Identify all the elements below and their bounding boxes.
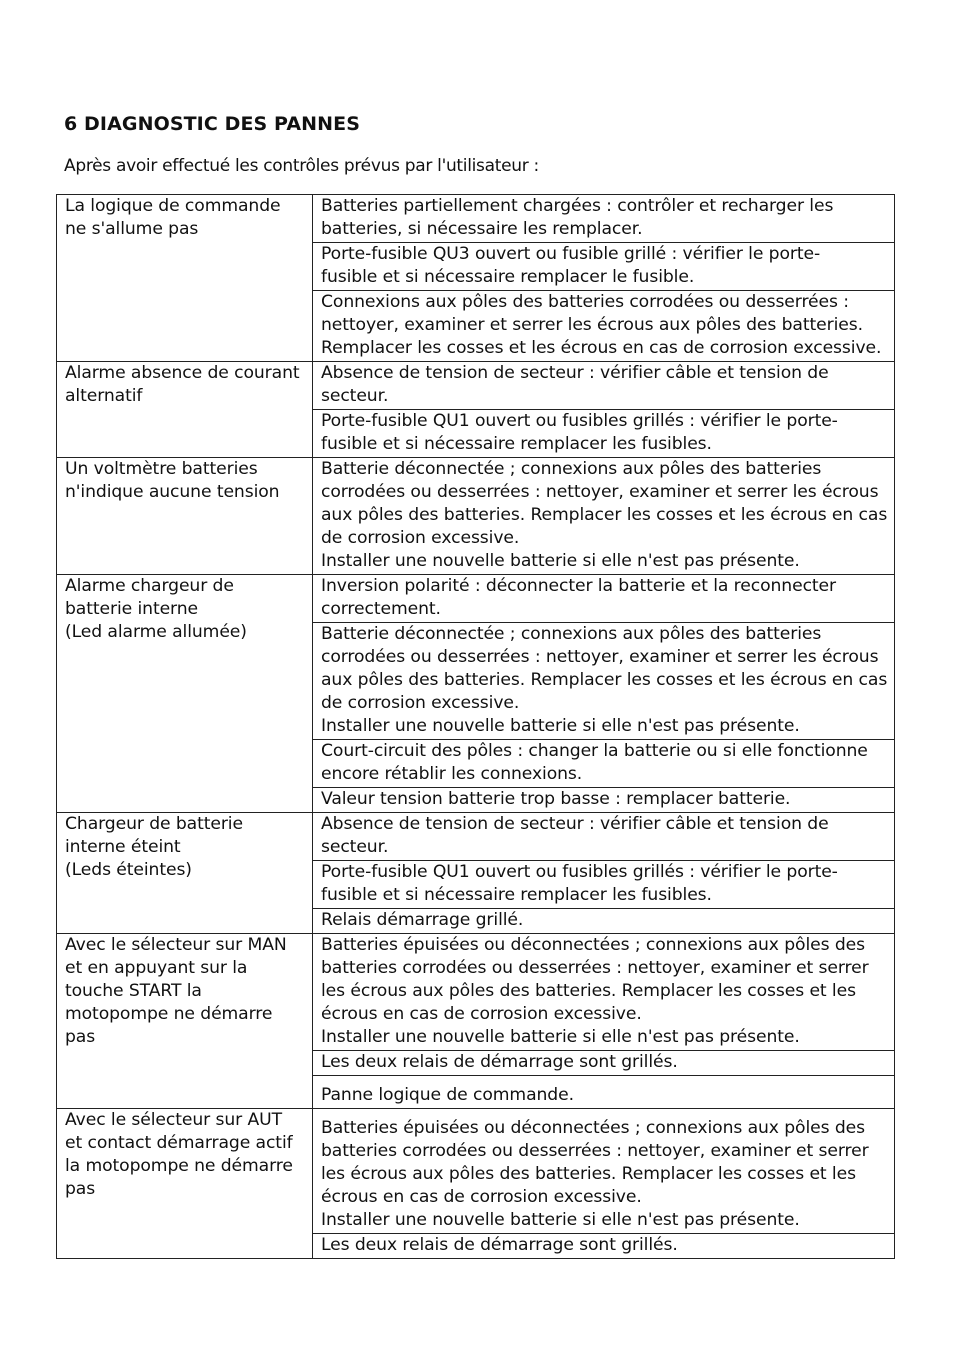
remedy-line: Court-circuit des pôles : changer la batterie ou si elle fonctionne	[321, 741, 868, 761]
symptom-cell	[57, 362, 313, 458]
symptom-line: et contact démarrage actif	[65, 1133, 293, 1153]
symptom-line: touche START la	[65, 981, 202, 1001]
table-row	[57, 934, 895, 1051]
remedy-line: batteries, si nécessaire les remplacer.	[321, 219, 643, 239]
symptom-cell	[57, 575, 313, 813]
remedy-line: Installer une nouvelle batterie si elle n'est pas présente.	[321, 1027, 800, 1047]
diagnostic-table	[56, 194, 895, 1259]
remedy-line: Connexions aux pôles des batteries corrodées ou desserrées :	[321, 292, 849, 312]
remedy-line: batteries corrodées ou desserrées : nettoyer, examiner et serrer	[321, 1141, 869, 1161]
table-row	[57, 458, 895, 575]
remedy-line: Batteries épuisées ou déconnectées ; connexions aux pôles des	[321, 1118, 865, 1138]
remedy-cell	[313, 788, 895, 813]
remedy-line: Porte-fusible QU1 ouvert ou fusibles grillés : vérifier le porte-	[321, 862, 838, 882]
table-row	[57, 195, 895, 243]
remedy-line: Les deux relais de démarrage sont grillés.	[321, 1235, 678, 1255]
symptom-line: Alarme chargeur de	[65, 576, 234, 596]
symptom-cell	[57, 934, 313, 1109]
remedy-cell	[313, 1051, 895, 1076]
remedy-cell	[313, 623, 895, 740]
remedy-line: corrodées ou desserrées : nettoyer, examiner et serrer les écrous	[321, 647, 879, 667]
remedy-cell	[313, 410, 895, 458]
symptom-cell	[57, 1109, 313, 1259]
remedy-line: Absence de tension de secteur : vérifier câble et tension de	[321, 363, 829, 383]
remedy-line: Batterie déconnectée ; connexions aux pôles des batteries	[321, 624, 822, 644]
remedy-line: Porte-fusible QU3 ouvert ou fusible grillé : vérifier le porte-	[321, 244, 821, 264]
remedy-line: Relais démarrage grillé.	[321, 910, 524, 930]
table-row	[57, 813, 895, 861]
remedy-line: aux pôles des batteries. Remplacer les cosses et les écrous en cas	[321, 505, 888, 525]
table-row	[57, 1109, 895, 1234]
remedy-line: Porte-fusible QU1 ouvert ou fusibles grillés : vérifier le porte-	[321, 411, 838, 431]
symptom-line: alternatif	[65, 386, 143, 406]
remedy-line: Batteries épuisées ou déconnectées ; connexions aux pôles des	[321, 935, 865, 955]
symptom-line: et en appuyant sur la	[65, 958, 248, 978]
remedy-line: fusible et si nécessaire remplacer le fusible.	[321, 267, 695, 287]
remedy-cell	[313, 195, 895, 243]
remedy-line: Les deux relais de démarrage sont grillés.	[321, 1052, 678, 1072]
remedy-line: encore rétablir les connexions.	[321, 764, 583, 784]
remedy-cell	[313, 1076, 895, 1109]
table-row	[57, 575, 895, 623]
symptom-line: pas	[65, 1179, 96, 1199]
remedy-cell	[313, 909, 895, 934]
remedy-line: Batterie déconnectée ; connexions aux pôles des batteries	[321, 459, 822, 479]
remedy-line: Remplacer les cosses et les écrous en cas de corrosion excessive.	[321, 338, 882, 358]
symptom-line: Chargeur de batterie	[65, 814, 243, 834]
remedy-line: nettoyer, examiner et serrer les écrous aux pôles des batteries.	[321, 315, 863, 335]
symptom-cell	[57, 195, 313, 362]
remedy-line: Installer une nouvelle batterie si elle n'est pas présente.	[321, 716, 800, 736]
symptom-line: ne s'allume pas	[65, 219, 199, 239]
symptom-line: Un voltmètre batteries	[65, 459, 258, 479]
remedy-line: Valeur tension batterie trop basse : remplacer batterie.	[321, 789, 791, 809]
symptom-line: Avec le sélecteur sur AUT	[65, 1110, 283, 1130]
remedy-cell	[313, 861, 895, 909]
remedy-line: de corrosion excessive.	[321, 528, 520, 548]
remedy-line: fusible et si nécessaire remplacer les fusibles.	[321, 434, 712, 454]
symptom-line: (Leds éteintes)	[65, 860, 192, 880]
remedy-line: fusible et si nécessaire remplacer les fusibles.	[321, 885, 712, 905]
remedy-line: secteur.	[321, 837, 389, 857]
remedy-cell	[313, 243, 895, 291]
remedy-line: de corrosion excessive.	[321, 693, 520, 713]
symptom-line: n'indique aucune tension	[65, 482, 280, 502]
symptom-line: motopompe ne démarre	[65, 1004, 273, 1024]
remedy-line: Installer une nouvelle batterie si elle n'est pas présente.	[321, 551, 800, 571]
remedy-line: Panne logique de commande.	[321, 1085, 574, 1105]
intro-text: Après avoir effectué les contrôles prévus par l'utilisateur :	[64, 156, 539, 176]
table-row	[57, 362, 895, 410]
remedy-line: corrodées ou desserrées : nettoyer, examiner et serrer les écrous	[321, 482, 879, 502]
remedy-line: Absence de tension de secteur : vérifier câble et tension de	[321, 814, 829, 834]
remedy-cell	[313, 458, 895, 575]
remedy-line: aux pôles des batteries. Remplacer les cosses et les écrous en cas	[321, 670, 888, 690]
symptom-line: interne éteint	[65, 837, 181, 857]
remedy-cell	[313, 934, 895, 1051]
remedy-line: les écrous aux pôles des batteries. Remplacer les cosses et les	[321, 1164, 856, 1184]
remedy-cell	[313, 1234, 895, 1259]
remedy-line: écrous en cas de corrosion excessive.	[321, 1004, 642, 1024]
symptom-line: Alarme absence de courant	[65, 363, 300, 383]
remedy-line: écrous en cas de corrosion excessive.	[321, 1187, 642, 1207]
remedy-cell	[313, 291, 895, 362]
remedy-line: correctement.	[321, 599, 441, 619]
remedy-line: batteries corrodées ou desserrées : nettoyer, examiner et serrer	[321, 958, 869, 978]
symptom-cell	[57, 458, 313, 575]
remedy-line: Batteries partiellement chargées : contrôler et recharger les	[321, 196, 834, 216]
remedy-line: Inversion polarité : déconnecter la batterie et la reconnecter	[321, 576, 836, 596]
symptom-line: pas	[65, 1027, 96, 1047]
remedy-cell	[313, 813, 895, 861]
symptom-line: Avec le sélecteur sur MAN	[65, 935, 287, 955]
remedy-line: les écrous aux pôles des batteries. Remplacer les cosses et les	[321, 981, 856, 1001]
remedy-line: secteur.	[321, 386, 389, 406]
symptom-line: La logique de commande	[65, 196, 281, 216]
diagnostic-table-body	[57, 195, 895, 1259]
remedy-cell	[313, 1109, 895, 1234]
symptom-line: batterie interne	[65, 599, 198, 619]
symptom-cell	[57, 813, 313, 934]
symptom-line: la motopompe ne démarre	[65, 1156, 293, 1176]
remedy-line: Installer une nouvelle batterie si elle n'est pas présente.	[321, 1210, 800, 1230]
symptom-line: (Led alarme allumée)	[65, 622, 247, 642]
section-title: 6 DIAGNOSTIC DES PANNES	[64, 113, 361, 135]
remedy-cell	[313, 362, 895, 410]
remedy-cell	[313, 740, 895, 788]
remedy-cell	[313, 575, 895, 623]
